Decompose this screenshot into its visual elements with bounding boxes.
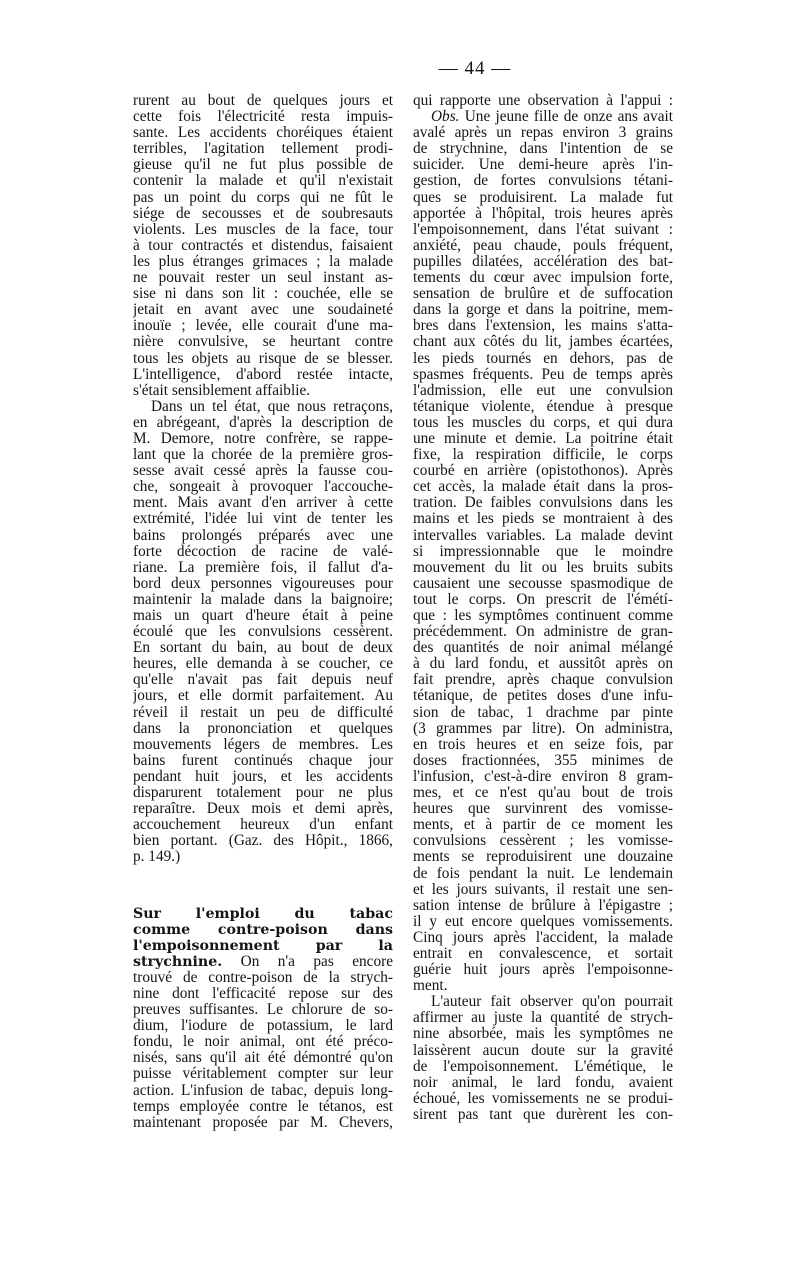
text-line: inouïe ; levée, elle courait d'une ma- (133, 318, 393, 335)
text-line: M. Demore, notre confrère, se rappe- (133, 430, 393, 447)
text-line: l'empoisonnement, dans l'état suivant : (413, 221, 673, 238)
text-line: (3 grammes par litre). On administra, (413, 720, 673, 737)
text-line: reparaître. Deux mois et demi après, (133, 801, 393, 818)
page-number: — 44 — (438, 58, 512, 79)
text-line: entrait en convalescence, et sortait (413, 945, 673, 962)
text-line: trouvé de contre-poison de la strych- (133, 969, 393, 986)
text-line: causaient une secousse spasmodique de (413, 575, 673, 592)
text-line: rurent au bout de quelques jours et (133, 93, 393, 109)
text-line: lant que la chorée de la première gros- (133, 447, 393, 464)
text-line: dans la prononciation et quelques (133, 720, 393, 737)
heading-line: comme contre-poison dans (133, 921, 393, 938)
text-line: cette fois l'électricité resta impuis- (133, 109, 393, 126)
heading-line: Sur l'emploi du tabac (133, 905, 393, 922)
text-line: tétanique, de petites doses d'une infu- (413, 688, 673, 705)
text-line: violents. Les muscles de la face, tour (133, 221, 393, 238)
text-line: pendant huit jours, et les accidents (133, 768, 393, 785)
text-line: ments se reproduisirent une douzaine (413, 849, 673, 866)
text-line: heures, elle demanda à se coucher, ce (133, 656, 393, 673)
text-line: riane. La première fois, il fallut d'a- (133, 559, 393, 576)
text-line: terribles, l'agitation tellement prodi- (133, 141, 393, 158)
text-line: accouchement heureux d'un enfant (133, 817, 393, 834)
text-line: che, songeait à provoquer l'accouche- (133, 479, 393, 496)
text-line: preuves suffisantes. Le chlorure de so- (133, 1002, 393, 1019)
text-line: extrémité, l'idée lui vint de tenter les (133, 511, 393, 528)
text-line: cet accès, la malade était dans la pros- (413, 479, 673, 496)
text-line: anxiété, peau chaude, pouls fréquent, (413, 237, 673, 254)
text-line: sation intense de brûlure à l'épigastre ; (413, 897, 673, 914)
text-line: tous les objets au risque de se blesser. (133, 350, 393, 367)
text-line: mouvements légers de membres. Les (133, 736, 393, 753)
text-line: de l'empoisonnement. L'émétique, le (413, 1058, 673, 1075)
text-line: puisse véritablement compter sur leur (133, 1066, 393, 1083)
text-line: sion de tabac, 1 drachme par pinte (413, 704, 673, 721)
text-line: noir animal, le lard fondu, avaient (413, 1074, 673, 1091)
text-line: maintenant proposée par M. Chevers, (133, 1114, 393, 1131)
text-line: les pieds tournés en dehors, pas de (413, 350, 673, 367)
text-line: des quantités de noir animal mélangé (413, 640, 673, 657)
text-line: échoué, les vomissements ne se produi- (413, 1090, 673, 1107)
text-line: en abrégeant, d'après la description de (133, 414, 393, 431)
text-line: tétanique violente, étendue à presque (413, 398, 673, 415)
text-line: contenir la malade et qu'il n'existait (133, 173, 393, 190)
text-line: sise ni dans son lit : couchée, elle se (133, 286, 393, 303)
text-line: à tour contractés et distendus, faisaient (133, 237, 393, 254)
text-line: suicider. Une demi-heure après l'in- (413, 157, 673, 174)
text-line: à du lard fondu, et aussitôt après on (413, 656, 673, 673)
text-line: intervalles variables. La malade devint (413, 527, 673, 544)
paragraph-author-remark (413, 994, 673, 1123)
text-line: temps employée contre le tétanos, est (133, 1098, 393, 1115)
text-line: nine dont l'efficacité repose sur des (133, 985, 393, 1002)
text-line: chant aux côtés du lit, jambes écartées, (413, 334, 673, 351)
text-line: dans la gorge et dans la poitrine, mem- (413, 302, 673, 319)
text-line: nière convulsive, se heurtant contre (133, 334, 393, 351)
paragraph-valerian-baths (133, 399, 393, 866)
text-line: ment. Mais avant d'en arriver à cette (133, 495, 393, 512)
text-line: convulsions cessèrent ; les vomisse- (413, 833, 673, 850)
text-line: ne pouvait rester un seul instant as- (133, 270, 393, 287)
text-line: réveil il restait un peu de difficulté (133, 704, 393, 721)
text-line: qu'elle n'avait pas fait depuis neuf (133, 672, 393, 689)
text-line: tration. De faibles convulsions dans les (413, 495, 673, 512)
text-line: maintenir la malade dans la baignoire; (133, 591, 393, 608)
text-line: mouvement du lit ou les bruits subits (413, 559, 673, 576)
text-line: il y eut encore quelques vomissements. (413, 913, 673, 930)
paragraph-observation (413, 125, 673, 994)
text-line: spasmes fréquents. Peu de temps après (413, 366, 673, 383)
text-line: sirent pas tant que durèrent les con- (413, 1106, 673, 1123)
text-line: écoulé que les convulsions cessèrent. (133, 624, 393, 641)
text-line: ment. (413, 978, 448, 995)
section-heading (133, 906, 393, 954)
heading-last-line: strychnine. On n'a pas encore (133, 953, 393, 970)
text-line: l'infusion, c'est-à-dire environ 8 gram- (413, 768, 673, 785)
text-line: bains prolongés préparés avec une (133, 527, 393, 544)
text-line: qui rapporte une observation à l'appui : (413, 93, 673, 109)
text-line: ques se produisirent. La malade fut (413, 189, 673, 206)
text-line: de fois pendant la nuit. Le lendemain (413, 865, 673, 882)
text-line: dium, l'iodure de potassium, le lard (133, 1018, 393, 1035)
text-line: ments, et à partir de ce moment les (413, 817, 673, 834)
text-line: en trois heures et en seize fois, par (413, 736, 673, 753)
text-line: apportée à l'hôpital, trois heures après (413, 205, 673, 222)
text-line: L'auteur fait observer qu'on pourrait (431, 994, 673, 1011)
text-line: fixe, la respiration difficile, le corps (413, 447, 673, 464)
text-line: sante. Les accidents choréiques étaient (133, 125, 393, 142)
heading-line: l'empoisonnement par la (133, 937, 393, 954)
text-line: s'était sensiblement affaiblie. (133, 382, 311, 399)
text-line: siége de secousses et de soubresauts (133, 205, 393, 222)
text-line: heures que survinrent des vomisse- (413, 801, 673, 818)
text-line: Cinq jours après l'accident, la malade (413, 929, 673, 946)
text-line: si impressionnable que le moindre (413, 543, 673, 560)
text-line: guérie huit jours après l'empoisonne- (413, 962, 673, 979)
text-line: forte décoction de racine de valé- (133, 543, 393, 560)
observation-first-line: Obs. Une jeune fille de onze ans avait (431, 109, 673, 126)
text-line: tements du cœur avec impulsion forte, (413, 270, 673, 287)
paragraph-chorea-symptoms (133, 93, 393, 399)
text-line: nisés, sans qu'il ait été démontré qu'on (133, 1050, 393, 1067)
text-line: pas un point du corps qui ne fût le (133, 189, 393, 206)
text-line: affirmer au juste la quantité de strych- (413, 1010, 673, 1027)
text-line: une minute et demie. La poitrine était (413, 430, 673, 447)
text-line: mes, et ce n'est qu'au bout de trois (413, 785, 673, 802)
text-line: précédemment. On administre de gran- (413, 624, 673, 641)
right-column (413, 93, 673, 1123)
text-line: pupilles dilatées, accélération des bat- (413, 253, 673, 270)
text-line: avalé après un repas environ 3 grains (413, 125, 673, 142)
text-line: En sortant du bain, au bout de deux (133, 640, 393, 657)
text-line: jetait en avant avec une soudaineté (133, 302, 393, 319)
text-line: sensation de brulûre et de suffocation (413, 286, 673, 303)
text-line: tout le corps. On prescrit de l'émétí- (413, 591, 673, 608)
text-line: nine absorbée, mais les symptômes ne (413, 1026, 673, 1043)
text-line: gestion, de fortes convulsions tétani- (413, 173, 673, 190)
text-line: mains et les pieds se montraient à des (413, 511, 673, 528)
text-line: Dans un tel état, que nous retraçons, (151, 398, 393, 415)
text-line: que : les symptômes continuent comme (413, 608, 673, 624)
text-line: fait prendre, après chaque convulsion (413, 672, 673, 689)
text-line: laissèrent aucun doute sur la gravité (413, 1042, 673, 1059)
text-line: l'admission, elle eut une convulsion (413, 382, 673, 399)
text-line: bord deux personnes vigoureuses pour (133, 575, 393, 592)
text-line: p. 149.) (133, 849, 181, 866)
paragraph-tobacco-antidote (133, 970, 393, 1131)
text-line: gieuse qu'il ne fut plus possible de (133, 157, 393, 174)
text-line: tous les muscles du corps, et qui dura (413, 414, 673, 431)
text-line: fondu, le noir animal, ont été préco- (133, 1034, 393, 1051)
section-gap (133, 866, 393, 906)
text-line: jours, et elle dormit parfaitement. Au (133, 688, 393, 705)
text-line: courbé en arrière (opistothonos). Après (413, 463, 673, 480)
text-line: sesse avait cessé après la fausse cou- (133, 463, 393, 480)
left-column (133, 93, 393, 1131)
text-line: mais un quart d'heure était à peine (133, 608, 393, 624)
text-line: action. L'infusion de tabac, depuis long- (133, 1082, 393, 1099)
text-line: L'intelligence, d'abord restée intacte, (133, 366, 393, 383)
text-line: disparurent totalement pour ne plus (133, 785, 393, 802)
text-line: les plus étranges grimaces ; la malade (133, 253, 393, 270)
text-line: et les jours suivants, il restait une sen- (413, 881, 673, 898)
text-line: bains furent continués chaque jour (133, 752, 393, 769)
text-line: de strychnine, dans l'intention de se (413, 141, 673, 158)
text-line: bien portant. (Gaz. des Hôpit., 1866, (133, 833, 393, 850)
text-line: doses fractionnées, 355 minimes de (413, 752, 673, 769)
text-line: bres dans l'extension, les mains s'atta- (413, 318, 673, 335)
